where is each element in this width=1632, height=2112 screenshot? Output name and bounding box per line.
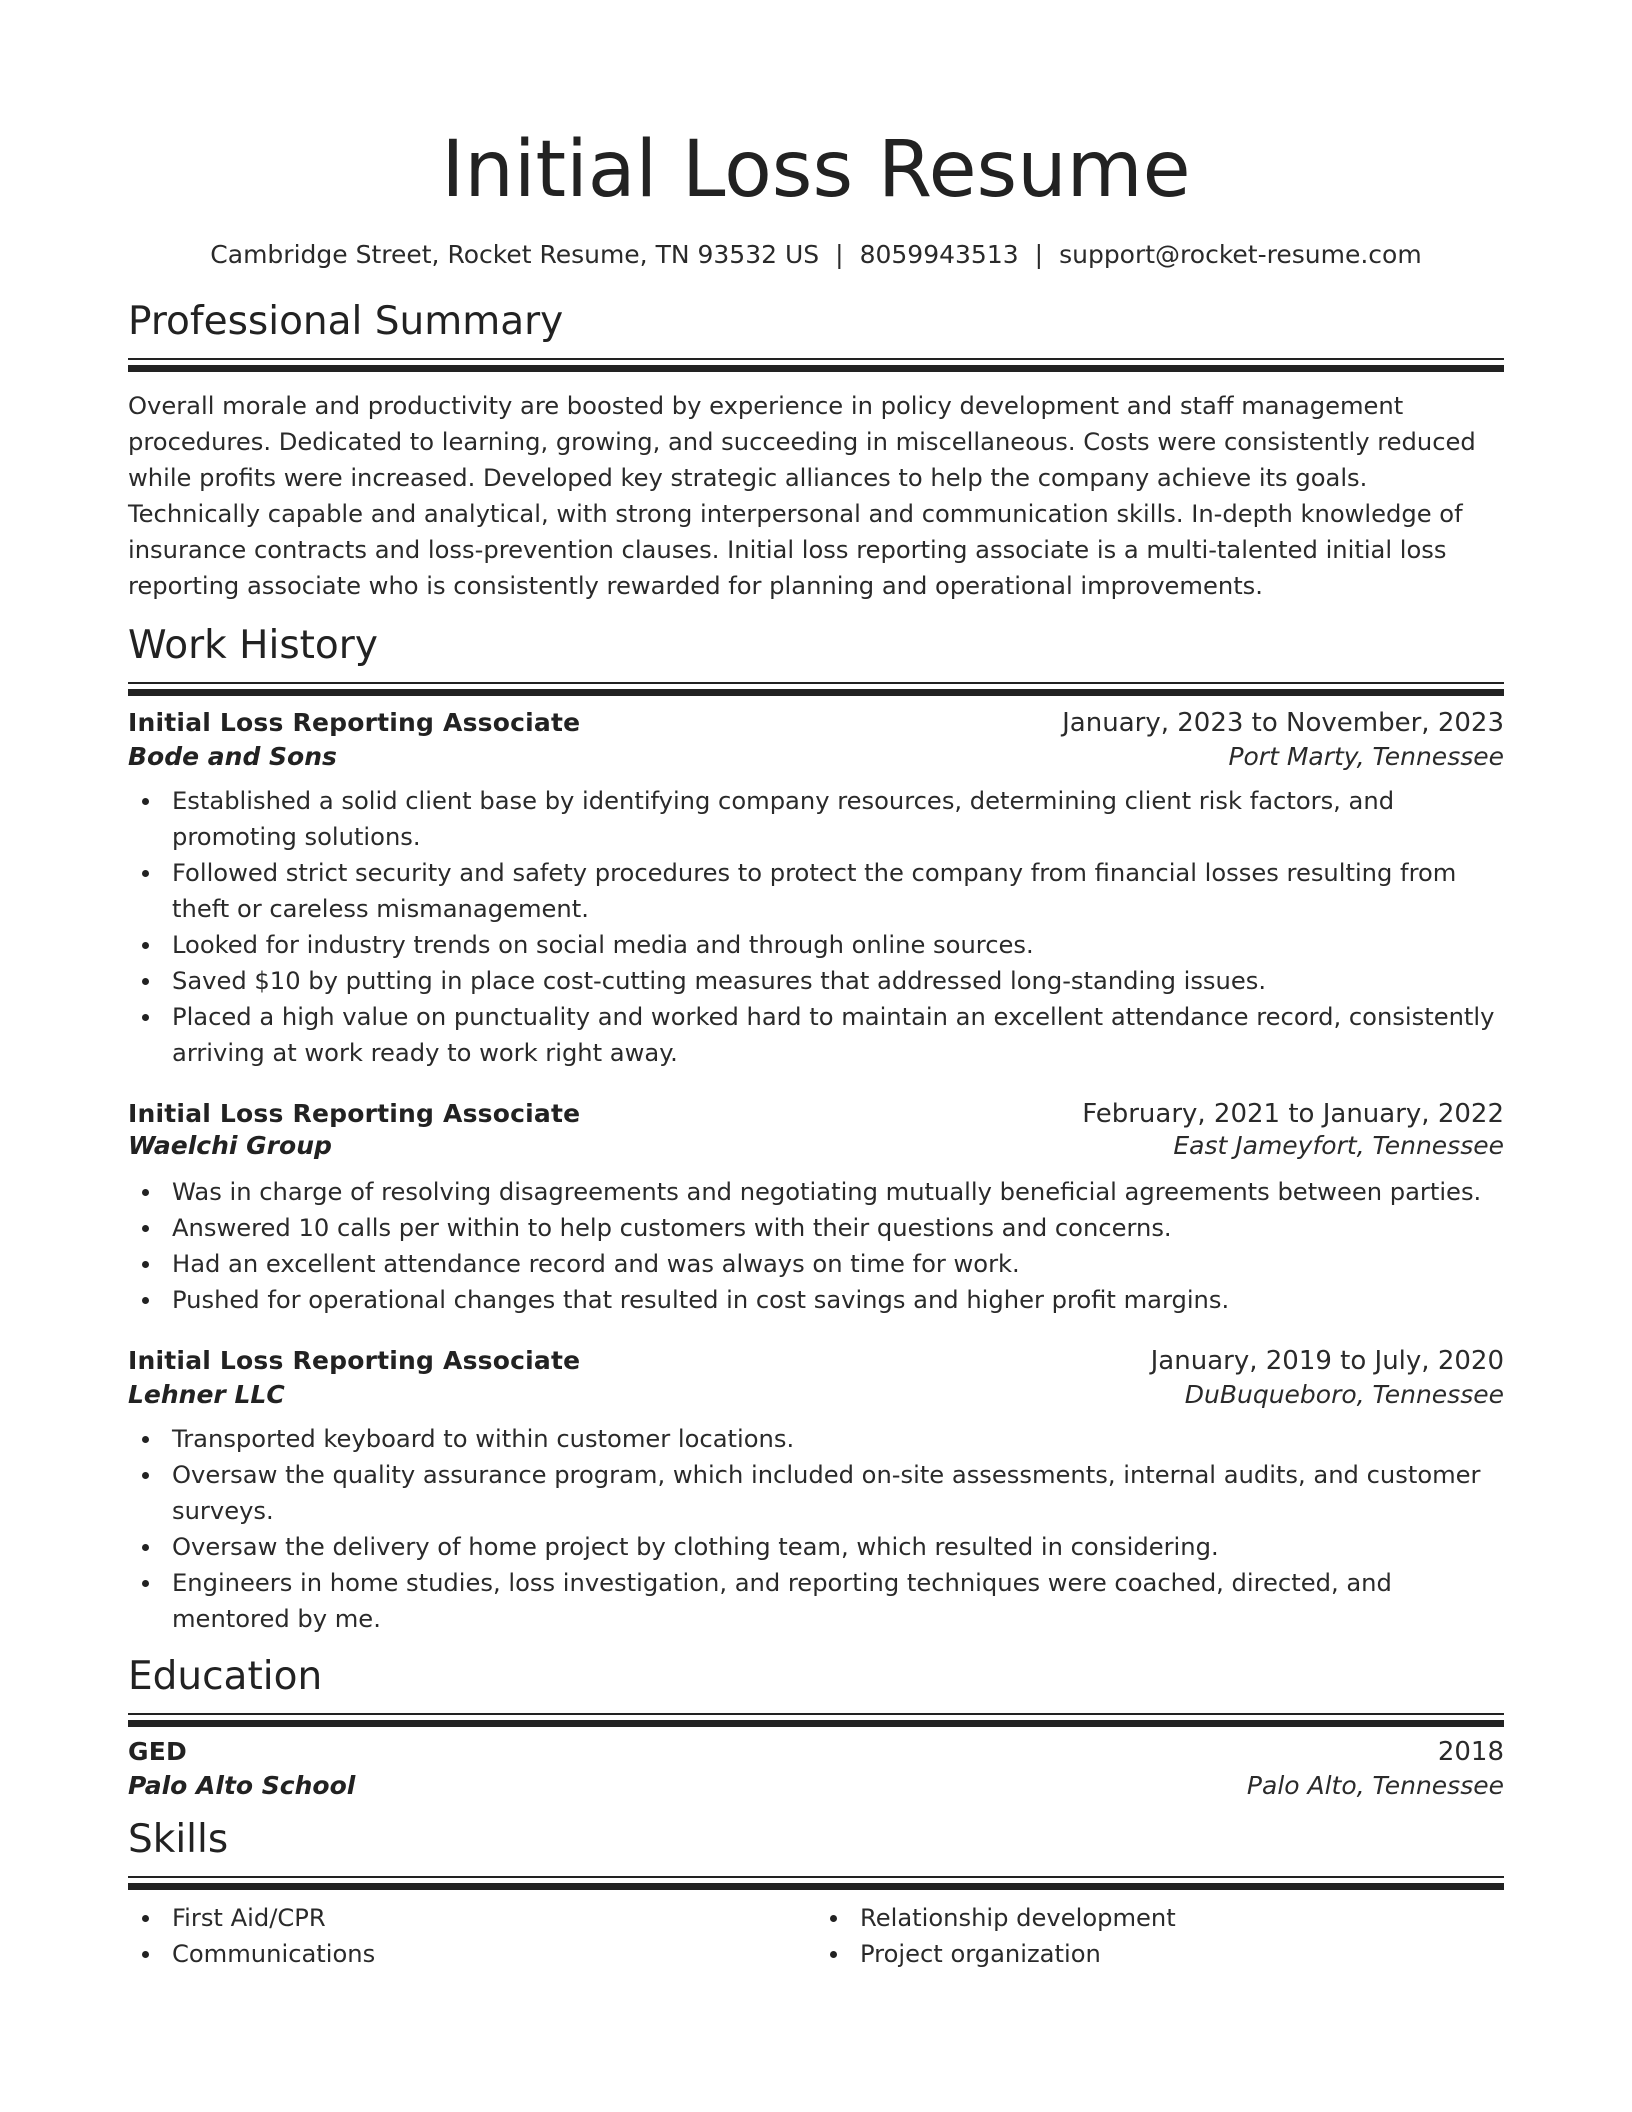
job-dates: January, 2023 to November, 2023 xyxy=(1062,708,1504,738)
section-divider xyxy=(128,1876,1504,1892)
job-title: Initial Loss Reporting Associate xyxy=(128,1346,581,1375)
job-title: Initial Loss Reporting Associate xyxy=(128,1099,581,1128)
contact-address: Cambridge Street, Rocket Resume, TN 93532 US xyxy=(210,240,820,269)
job-location: East Jameyfort, Tennessee xyxy=(1173,1131,1504,1160)
job-entry xyxy=(128,708,1504,1071)
job-bullets xyxy=(128,1421,1504,1637)
section-title-skills: Skills xyxy=(128,1817,229,1862)
list-item: Saved $10 by putting in place cost-cutting measures that addressed long-standing issues. xyxy=(172,963,1504,999)
job-location: Port Marty, Tennessee xyxy=(1228,742,1504,771)
list-item: Answered 10 calls per within to help customers with their questions and concerns. xyxy=(172,1210,1504,1246)
list-item: Had an excellent attendance record and was always on time for work. xyxy=(172,1246,1504,1282)
job-company-row xyxy=(128,1131,1504,1160)
section-title-work-history: Work History xyxy=(128,623,378,668)
work-history-section xyxy=(128,620,1504,1637)
job-title: Initial Loss Reporting Associate xyxy=(128,708,581,737)
job-dates: February, 2021 to January, 2022 xyxy=(1082,1099,1504,1129)
list-item: Project organization xyxy=(860,1936,1504,1972)
summary-text: Overall morale and productivity are boosted by experience in policy development and staff management procedures. Dedicated to learning, growing, and succeeding in miscellaneous. Costs were consistently reduced while profits were increased. Developed key strategic alliances to help the company achieve its goals. Technically capable and analytical, with strong interpersonal and communication skills. In-depth knowledge of insurance contracts and loss-prevention clauses. Initial loss reporting associate is a multi-talented initial loss reporting associate who is consistently rewarded for planning and operational improvements. xyxy=(128,392,1476,600)
resume-name: Initial Loss Resume xyxy=(441,125,1191,215)
skills-column-left xyxy=(128,1900,816,1972)
job-dates: January, 2019 to July, 2020 xyxy=(1150,1346,1504,1376)
list-item: Placed a high value on punctuality and worked hard to maintain an excellent attendance record, consistently arriving at work ready to work right away. xyxy=(172,999,1504,1071)
contact-line xyxy=(128,238,1504,272)
job-company: Lehner LLC xyxy=(128,1380,285,1409)
education-location: Palo Alto, Tennessee xyxy=(1246,1771,1504,1800)
resume-page xyxy=(128,0,1504,1972)
list-item: Looked for industry trends on social media and through online sources. xyxy=(172,927,1504,963)
contact-phone: 8059943513 xyxy=(859,240,1019,269)
section-divider xyxy=(128,358,1504,374)
section-title-education: Education xyxy=(128,1654,323,1699)
job-entry xyxy=(128,1099,1504,1318)
job-bullets xyxy=(128,783,1504,1071)
education-school: Palo Alto School xyxy=(128,1771,356,1800)
section-title-summary: Professional Summary xyxy=(128,299,564,344)
contact-email[interactable]: support@rocket-resume.com xyxy=(1059,240,1422,269)
section-divider xyxy=(128,1713,1504,1729)
education-school-row xyxy=(128,1771,1504,1800)
job-header-row xyxy=(128,708,1504,738)
job-company-row xyxy=(128,1380,1504,1409)
list-item: Was in charge of resolving disagreements and negotiating mutually beneficial agreements between parties. xyxy=(172,1174,1504,1210)
list-item: Pushed for operational changes that resulted in cost savings and higher profit margins. xyxy=(172,1282,1504,1318)
skills-grid xyxy=(128,1900,1504,1972)
contact-separator: | xyxy=(1034,240,1044,269)
job-header-row xyxy=(128,1346,1504,1376)
section-divider xyxy=(128,682,1504,698)
skills-section xyxy=(128,1814,1504,1972)
contact-separator: | xyxy=(835,240,844,269)
job-location: DuBuqueboro, Tennessee xyxy=(1184,1380,1504,1409)
list-item: Oversaw the delivery of home project by clothing team, which resulted in considering. xyxy=(172,1529,1504,1565)
education-year: 2018 xyxy=(1437,1737,1504,1767)
job-company: Waelchi Group xyxy=(128,1131,332,1160)
list-item: Oversaw the quality assurance program, which included on-site assessments, internal audits, and customer surveys. xyxy=(172,1457,1504,1529)
education-section xyxy=(128,1651,1504,1800)
job-company: Bode and Sons xyxy=(128,742,337,771)
summary-section xyxy=(128,296,1504,604)
job-company-row xyxy=(128,742,1504,771)
list-item: Engineers in home studies, loss investigation, and reporting techniques were coached, directed, and mentored by me. xyxy=(172,1565,1504,1637)
list-item: Followed strict security and safety procedures to protect the company from financial losses resulting from theft or careless mismanagement. xyxy=(172,855,1504,927)
education-degree: GED xyxy=(128,1737,187,1766)
skills-column-right xyxy=(816,1900,1504,1972)
job-bullets xyxy=(128,1174,1504,1318)
education-header-row xyxy=(128,1737,1504,1767)
list-item: Established a solid client base by identifying company resources, determining client risk factors, and promoting solutions. xyxy=(172,783,1504,855)
list-item: Relationship development xyxy=(860,1900,1504,1936)
list-item: Communications xyxy=(172,1936,816,1972)
list-item: First Aid/CPR xyxy=(172,1900,816,1936)
job-entry xyxy=(128,1346,1504,1637)
job-header-row xyxy=(128,1099,1504,1129)
list-item: Transported keyboard to within customer locations. xyxy=(172,1421,1504,1457)
